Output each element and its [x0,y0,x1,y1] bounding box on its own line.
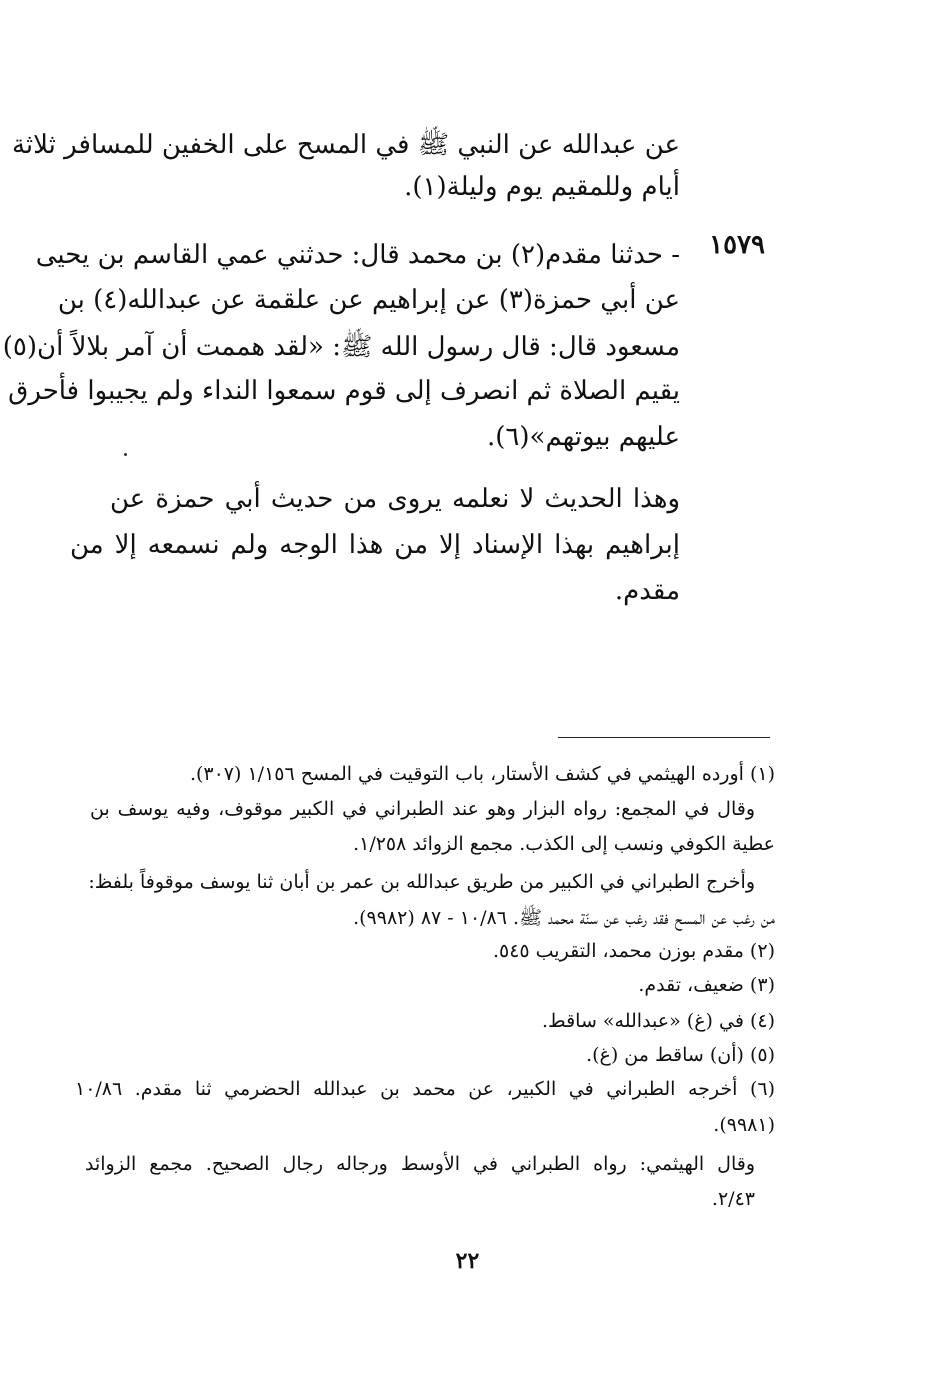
hadith-number: ١٥٧٩ [709,230,765,260]
main-text-line: - حدثنا مقدم(٢) بن محمد قال: حدثني عمي القاسم بن يحيى [35,240,680,270]
footnote-separator [558,737,770,738]
footnote-line: (٥) (أن) ساقط من (غ). [586,1044,775,1066]
main-text-line: مسعود قال: قال رسول الله ﷺ: «لقد هممت أن آمر بلالاً أن(٥) [2,332,680,362]
page-number: ٢٢ [455,1248,480,1274]
footnote-line: وقال الهيثمي: رواه الطبراني في الأوسط ورجاله رجال الصحيح. مجمع الزوائد [85,1153,755,1175]
footnote-line: (٤) في (غ) «عبدالله» ساقط. [542,1010,775,1032]
footnote-line: وقال في المجمع: رواه البزار وهو عند الطبراني في الكبير موقوف، وفيه يوسف بن [90,798,755,820]
main-text-line: عن أبي حمزة(٣) عن إبراهيم عن علقمة عن عبدالله(٤) بن [57,285,680,315]
main-text-line: إبراهيم بهذا الإسناد إلا من هذا الوجه ولم نسمعه إلا من [70,530,680,560]
footnote-line: من رغب عن المسح فقد رغب عن سنّة محمد ﷺ. ١٠/٨٦ - ٨٧ (٩٩٨٢). [353,907,775,929]
footnote-line: (٢) مقدم بوزن محمد، التقريب ٥٤٥. [492,940,775,962]
footnote-line: وأخرج الطبراني في الكبير من طريق عبدالله بن عمر بن أبان ثنا يوسف موقوفاً بلفظ: [88,871,755,893]
footnote-line: (٩٩٨١). [713,1114,775,1136]
main-text-line: وهذا الحديث لا نعلمه يروى من حديث أبي حمزة عن [110,484,680,514]
main-text-line: عن عبدالله عن النبي ﷺ في المسح على الخفين للمسافر ثلاثة [11,130,680,160]
footnote-line: (١) أورده الهيثمي في كشف الأستار، باب التوقيت في المسح ١/١٥٦ (٣٠٧). [189,763,775,785]
footnote-line: (٣) ضعيف، تقدم. [638,974,775,996]
footnote-line: ٢/٤٣. [711,1188,755,1210]
stray-dot [124,453,127,456]
footnote-line: عطية الكوفي ونسب إلى الكذب. مجمع الزوائد ١/٢٥٨. [353,833,775,855]
footnote-line: (٦) أخرجه الطبراني في الكبير، عن محمد بن عبدالله الحضرمي ثنا مقدم. ١٠/٨٦ [75,1078,775,1100]
main-text-line: يقيم الصلاة ثم انصرف إلى قوم سمعوا النداء ولم يجيبوا فأحرق [8,376,680,406]
main-text-line: أيام وللمقيم يوم وليلة(١). [404,172,680,202]
main-text-line: مقدم. [614,576,680,606]
main-text-line: عليهم بيوتهم»(٦). [487,422,680,452]
